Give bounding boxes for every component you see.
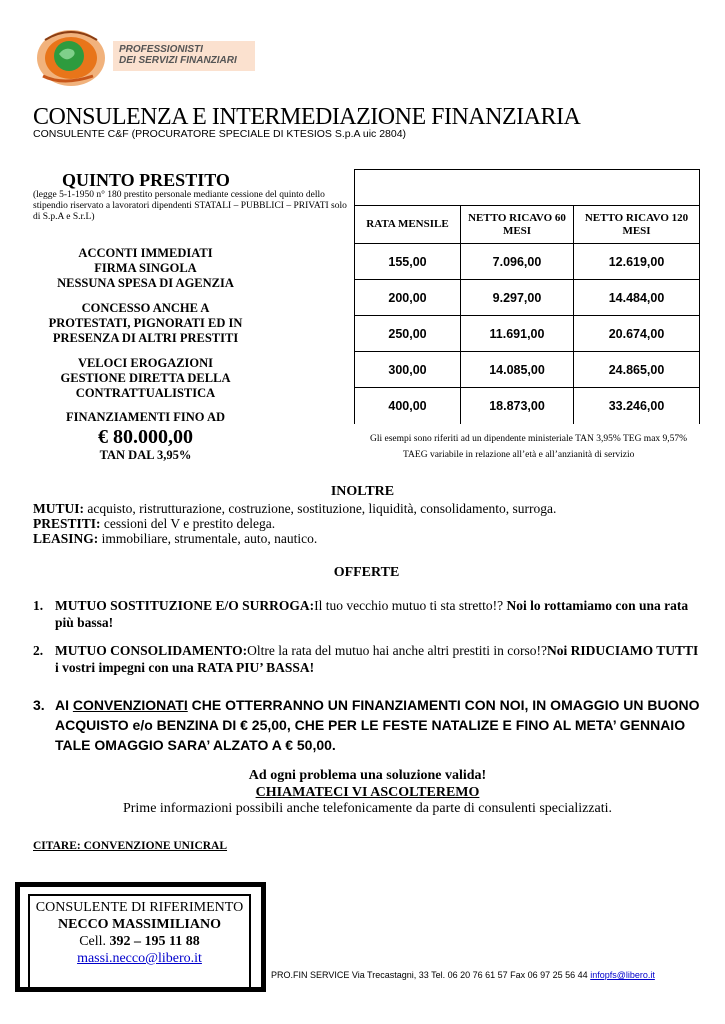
closing-line-2: CHIAMATECI VI ASCOLTEREMO (255, 785, 480, 800)
table-row: 200,00 9.297,00 14.484,00 (355, 280, 700, 316)
consultant-title: CONSULENTE DI RIFERIMENTO (35, 900, 244, 915)
benefits-block-1: ACCONTI IMMEDIATI FIRMA SINGOLA NESSUNA SPESA DI AGENZIA (57, 246, 234, 290)
table-row: 250,00 11.691,00 20.674,00 (355, 316, 700, 352)
page-title: CONSULENZA E INTERMEDIAZIONE FINANZIARIA (33, 104, 581, 130)
benefits-block-3: VELOCI EROGAZIONI GESTIONE DIRETTA DELLA CONTRATTUALISTICA (60, 356, 231, 400)
footer-contact: PRO.FIN SERVICE Via Trecastagni, 33 Tel. 06 20 76 61 57 Fax 06 97 25 56 44 infopfs@libero.it (271, 970, 655, 980)
offer-item-2: 2. MUTUO CONSOLIDAMENTO:Oltre la rata del mutuo hai anche altri prestiti in corso!?Noi RIDUCIAMO TUTTI i vostri impegni con una RATA PIU’ BASSA! (33, 643, 699, 675)
closing-line-1: Ad ogni problema una soluzione valida! (248, 768, 487, 783)
table-row: 300,00 14.085,00 24.865,00 (355, 352, 700, 388)
consultant-phone: Cell. 392 – 195 11 88 (79, 934, 200, 949)
financing-amount: € 80.000,00 (98, 426, 193, 448)
inoltre-leasing: LEASING: immobiliare, strumentale, auto, nautico. (33, 531, 318, 546)
table-note-1: Gli esempi sono riferiti ad un dipendente ministeriale TAN 3,95% TEG max 9,57% (370, 434, 688, 444)
quinto-prestito-title: QUINTO PRESTITO (62, 170, 230, 190)
quinto-prestito-description: (legge 5-1-1950 n° 180 prestito personale mediante cessione del quinto dello stipendio riservato a lavoratori dipendenti STATALI – PUBBLICI – PRIVATI solo di S.p.A e S.r.L) (33, 190, 347, 222)
offer-item-1: 1. MUTUO SOSTITUZIONE E/O SURROGA:Il tuo vecchio mutuo ti sta stretto!? Noi lo rottamiamo con una rata più bassa! (33, 598, 689, 630)
col-header-60: NETTO RICAVO 60 MESI (461, 206, 574, 244)
col-header-rata: RATA MENSILE (355, 206, 461, 244)
table-empty-header (355, 170, 700, 206)
closing-line-3: Prime informazioni possibili anche telefonicamente da parte di consulenti specializzati. (122, 801, 613, 816)
page-subtitle: CONSULENTE C&F (PROCURATORE SPECIALE DI KTESIOS S.p.A uic 2804) (33, 128, 407, 140)
company-logo (33, 26, 255, 88)
offer-item-3: 3. AI CONVENZIONATI CHE OTTERRANNO UN FINANZIAMENTI CON NOI, IN OMAGGIO UN BUONO ACQUISTO e/o BENZINA DI € 25,00, CHE PER LE FESTE NATALIZE E FINO AL META’ GENNAIO TALE OMAGGIO SARA’ ALZATO A € 50,00. (33, 697, 700, 753)
col-header-120: NETTO RICAVO 120 MESI (574, 206, 700, 244)
table-note-2: TAEG variabile in relazione all’età e all’anzianità di servizio (403, 450, 635, 460)
benefits-block-2: CONCESSO ANCHE A PROTESTATI, PIGNORATI ED IN PRESENZA DI ALTRI PRESTITI (48, 301, 243, 345)
citare-convenzione: CITARE: CONVENZIONE UNICRAL (33, 840, 228, 852)
offerte-title: OFFERTE (333, 565, 400, 580)
consultant-box (28, 894, 251, 992)
rate-table (354, 169, 700, 424)
consultant-email-link[interactable]: massi.necco@libero.it (77, 951, 202, 966)
org-name: PROFESSIONISTI DEI SERVIZI FINANZIARI (119, 44, 237, 66)
consultant-name: NECCO MASSIMILIANO (58, 917, 221, 932)
financing-label: FINANZIAMENTI FINO AD (65, 410, 226, 424)
table-row: 400,00 18.873,00 33.246,00 (355, 388, 700, 424)
table-row: 155,00 7.096,00 12.619,00 (355, 244, 700, 280)
footer-email-link[interactable]: infopfs@libero.it (590, 970, 655, 980)
profin-logo-emblem-icon (33, 26, 113, 88)
tan-rate: TAN DAL 3,95% (99, 448, 192, 462)
inoltre-title: INOLTRE (330, 484, 395, 499)
inoltre-prestiti: PRESTITI: cessioni del V e prestito delega. (33, 516, 276, 531)
inoltre-mutui: MUTUI: acquisto, ristrutturazione, costruzione, sostituzione, liquidità, consolidamento, surroga. (33, 501, 557, 516)
